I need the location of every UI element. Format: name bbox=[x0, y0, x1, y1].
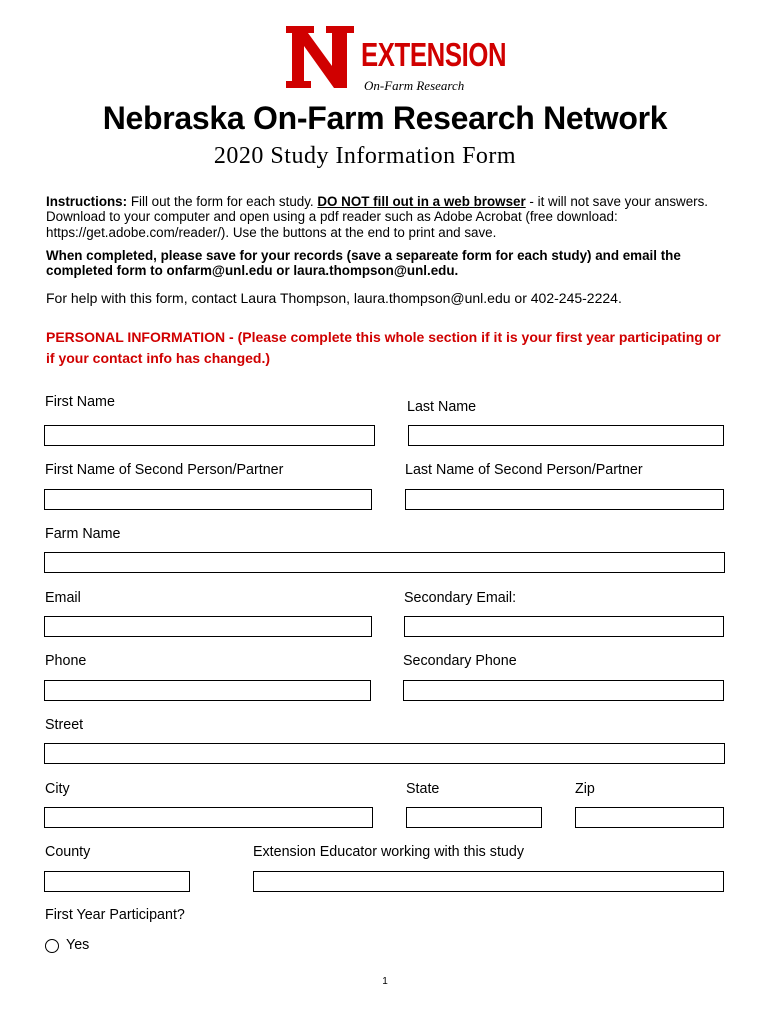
page-number: 1 bbox=[382, 976, 388, 987]
farm-name-label: Farm Name bbox=[45, 526, 121, 542]
browser-warning: DO NOT fill out in a web browser bbox=[317, 194, 526, 209]
instructions-text1: Fill out the form for each study. bbox=[127, 194, 318, 209]
city-label: City bbox=[45, 781, 70, 797]
last-name-label: Last Name bbox=[407, 399, 477, 415]
last-name-field[interactable] bbox=[408, 425, 724, 446]
help-contact: For help with this form, contact Laura Thompson, laura.thompson@unl.edu or 402-245-2224. bbox=[46, 290, 622, 306]
first-year-yes-label: Yes bbox=[66, 937, 90, 953]
instructions-text2: - it will not save your answers. Download to your computer and open using a pdf reader such as Adobe Acrobat (free download: https://get.adobe.com/reader/). Use the buttons at the end to print and save. bbox=[46, 194, 709, 240]
extension-educator-field[interactable] bbox=[253, 871, 724, 892]
first-name-label: First Name bbox=[45, 394, 115, 410]
first-name-partner-label: First Name of Second Person/Partner bbox=[45, 462, 284, 478]
first-name-partner-field[interactable] bbox=[44, 489, 372, 510]
state-field[interactable] bbox=[406, 807, 542, 828]
zip-label: Zip bbox=[575, 781, 595, 797]
secondary-phone-field[interactable] bbox=[403, 680, 724, 701]
county-label: County bbox=[45, 844, 91, 860]
zip-field[interactable] bbox=[575, 807, 724, 828]
secondary-email-label: Secondary Email: bbox=[404, 590, 517, 606]
last-name-partner-field[interactable] bbox=[405, 489, 724, 510]
instructions-paragraph bbox=[46, 194, 726, 240]
secondary-email-field[interactable] bbox=[404, 616, 724, 637]
extension-logo bbox=[284, 22, 507, 94]
phone-field[interactable] bbox=[44, 680, 371, 701]
nebraska-n-icon bbox=[284, 22, 356, 92]
street-field[interactable] bbox=[44, 743, 725, 764]
email-field[interactable] bbox=[44, 616, 372, 637]
personal-info-heading: PERSONAL INFORMATION - (Please complete this whole section if it is your first year participating or if your contact info has changed.) bbox=[46, 329, 721, 366]
city-field[interactable] bbox=[44, 807, 373, 828]
first-year-question: First Year Participant? bbox=[45, 907, 185, 923]
last-name-partner-label: Last Name of Second Person/Partner bbox=[405, 462, 643, 478]
county-field[interactable] bbox=[44, 871, 190, 892]
logo-wordmark: EXTENSION bbox=[361, 36, 507, 73]
first-year-yes-radio[interactable] bbox=[45, 939, 59, 953]
farm-name-field[interactable] bbox=[44, 552, 725, 573]
first-name-field[interactable] bbox=[44, 425, 375, 446]
phone-label: Phone bbox=[45, 653, 87, 669]
street-label: Street bbox=[45, 717, 84, 733]
page-title: Nebraska On-Farm Research Network bbox=[102, 100, 668, 136]
email-label: Email bbox=[45, 590, 81, 606]
instructions-prefix: Instructions: bbox=[46, 194, 128, 209]
page-subtitle: 2020 Study Information Form bbox=[213, 143, 517, 169]
extension-educator-label: Extension Educator working with this study bbox=[253, 844, 524, 860]
logo-subtitle: On-Farm Research bbox=[364, 78, 465, 93]
completion-instructions: When completed, please save for your records (save a separeate form for each study) and email the completed form to onfarm@unl.edu or laura.thompson@unl.edu. bbox=[46, 248, 681, 279]
state-label: State bbox=[406, 781, 440, 797]
secondary-phone-label: Secondary Phone bbox=[403, 653, 517, 669]
